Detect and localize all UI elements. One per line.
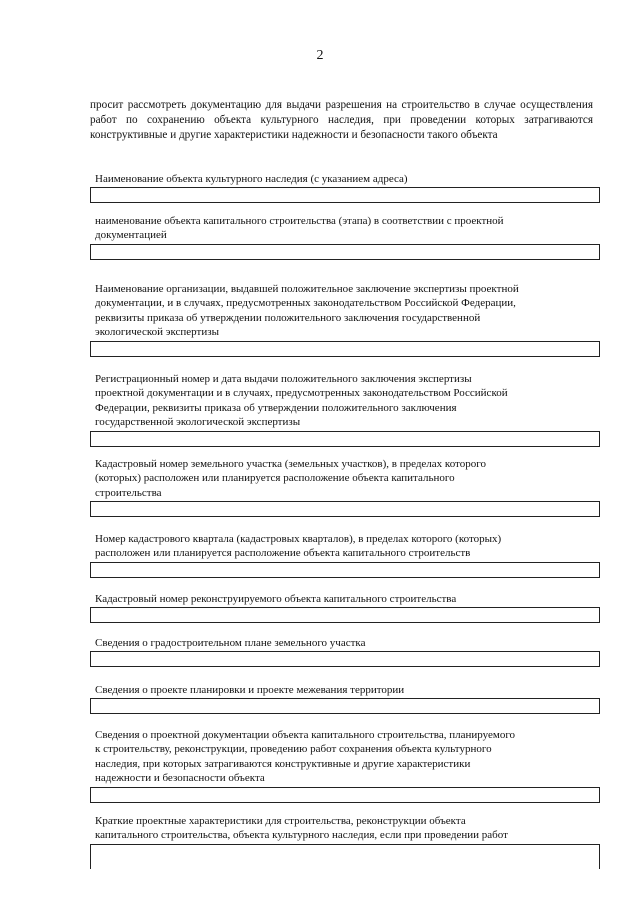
field-label-line: экологической экспертизы [95, 326, 219, 339]
field-label [90, 636, 600, 650]
field-label [90, 282, 600, 340]
field-input-box[interactable] [90, 431, 600, 447]
form-field-6 [90, 532, 600, 578]
field-label-line: Сведения о проекте планировки и проекте межевания территории [95, 684, 405, 696]
field-input-box[interactable] [90, 607, 600, 623]
field-input-box[interactable] [90, 787, 600, 803]
field-input-box[interactable] [90, 844, 600, 869]
field-label [90, 372, 600, 430]
form-field-9 [90, 683, 600, 714]
field-label-line: строительства [95, 486, 162, 499]
field-label-line: Наименование объекта культурного наследия (с указанием адреса) [95, 173, 408, 185]
field-label-line: наследия, при которых затрагиваются конструктивные и другие характеристики [95, 757, 471, 770]
field-input-box[interactable] [90, 651, 600, 667]
field-label [90, 457, 600, 500]
field-label-line: Сведения о градостроительном плане земельного участка [95, 637, 366, 649]
form-field-1 [90, 172, 600, 203]
field-input-box[interactable] [90, 562, 600, 578]
field-label [90, 172, 600, 186]
form-field-7 [90, 592, 600, 623]
field-label-line: реквизиты приказа об утверждении положительного заключения государственной [95, 311, 481, 324]
form-field-11 [90, 814, 600, 869]
field-input-box[interactable] [90, 501, 600, 517]
field-label-line: (которых) расположен или планируется расположение объекта капитального [95, 472, 455, 485]
form-field-8 [90, 636, 600, 667]
field-input-box[interactable] [90, 244, 600, 260]
page-number: 2 [316, 48, 324, 63]
field-input-box[interactable] [90, 698, 600, 714]
field-label-line: Кадастровый номер реконструируемого объекта капитального строительства [95, 593, 457, 605]
intro-paragraph: просит рассмотреть документацию для выдачи разрешения на строительство в случае осуществления работ по сохранению объекта культурного наследия, при проведении которых затрагиваются конструктивные и другие характеристики надежности и безопасности такого объекта [90, 99, 593, 141]
field-label-line: капитального строительства, объекта культурного наследия, если при проведении работ [95, 829, 508, 842]
field-label-line: к строительству, реконструкции, проведению работ сохранения объекта культурного [95, 743, 492, 756]
field-label-line: Регистрационный номер и дата выдачи положительного заключения экспертизы [95, 373, 472, 385]
field-label-line: Краткие проектные характеристики для строительства, реконструкции объекта [95, 815, 466, 827]
field-label-line: наименование объекта капитального строительства (этапа) в соответствии с проектной [95, 215, 504, 227]
field-label-line: Номер кадастрового квартала (кадастровых кварталов), в пределах которого (которых) [95, 533, 502, 545]
field-label-line: надежности и безопасности объекта [95, 772, 265, 785]
form-field-4 [90, 372, 600, 447]
field-input-box[interactable] [90, 187, 600, 203]
field-label-line: документации, и в случаях, предусмотренных законодательством Российской Федерации, [95, 297, 516, 310]
field-label [90, 814, 600, 843]
form-field-5 [90, 457, 600, 517]
field-label-line: государственной экологической экспертизы [95, 416, 301, 429]
field-label-line: проектной документации и в случаях, предусмотренных законодательством Российской [95, 387, 508, 400]
field-label-line: Сведения о проектной документации объекта капитального строительства, планируемого [95, 729, 516, 741]
field-label-line: Наименование организации, выдавшей положительное заключение экспертизы проектной [95, 283, 519, 295]
field-label [90, 728, 600, 786]
field-label [90, 592, 600, 606]
field-label [90, 532, 600, 561]
field-label-line: расположен или планируется расположение объекта капитального строительств [95, 547, 471, 560]
field-input-box[interactable] [90, 341, 600, 357]
field-label-line: Кадастровый номер земельного участка (земельных участков), в пределах которого [95, 458, 486, 470]
form-field-10 [90, 728, 600, 803]
field-label-line: Федерации, реквизиты приказа об утверждении положительного заключения [95, 401, 457, 414]
field-label-line: документацией [95, 229, 167, 242]
field-label [90, 214, 600, 243]
field-label [90, 683, 600, 697]
form-field-2 [90, 214, 600, 260]
form-field-3 [90, 282, 600, 357]
